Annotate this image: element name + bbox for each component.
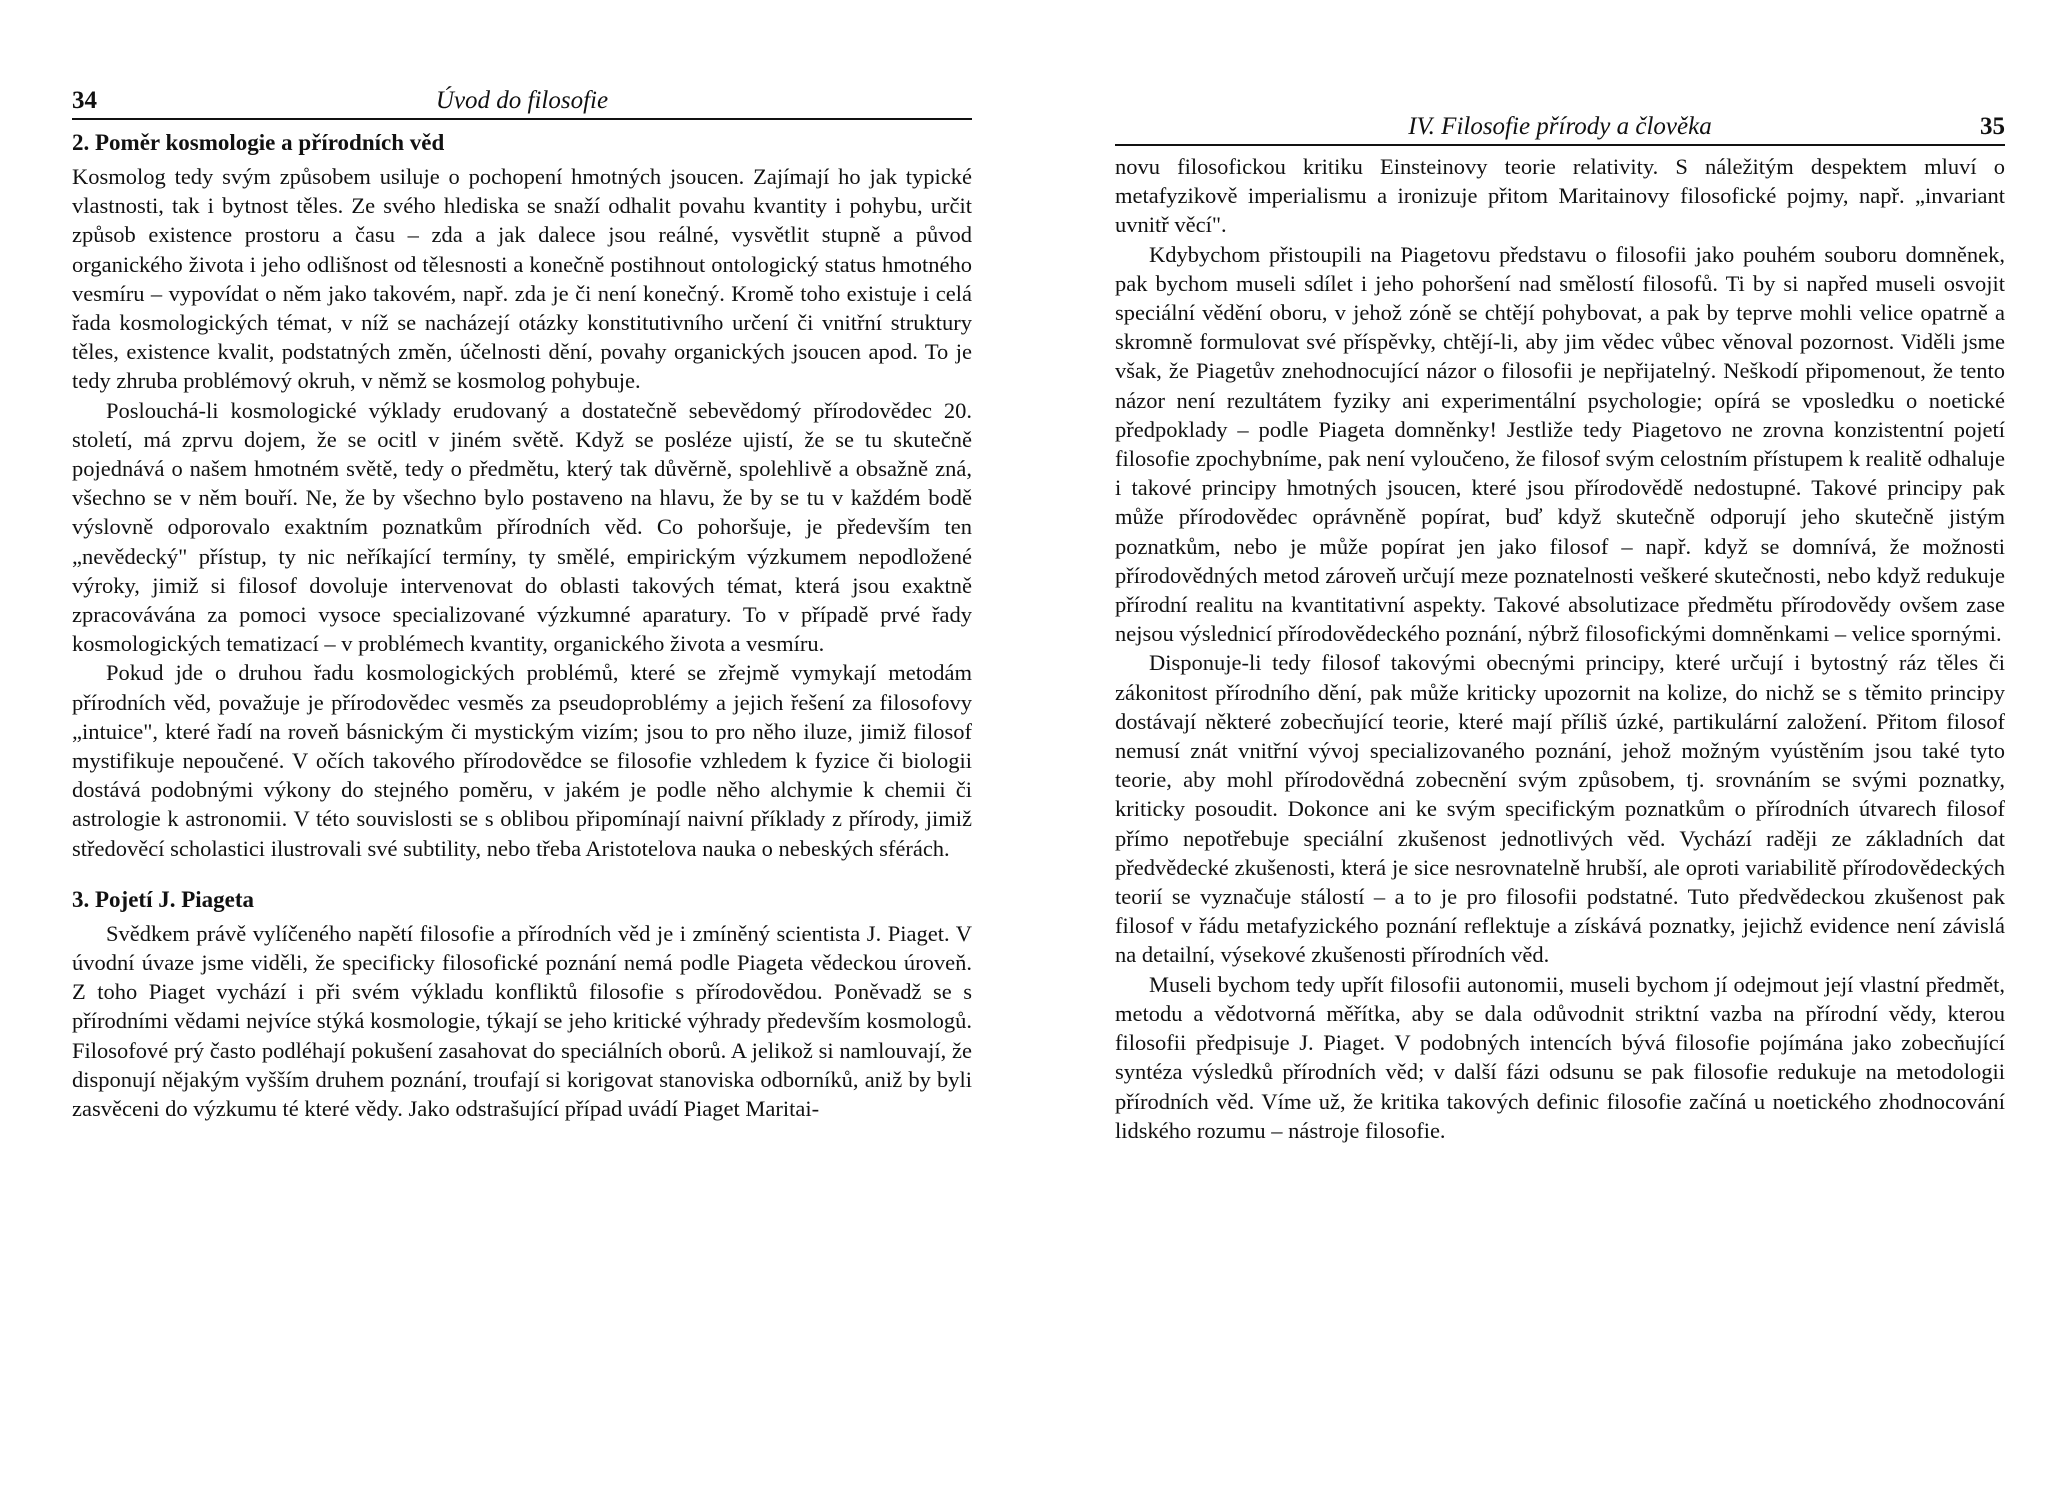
right-running-head — [1115, 110, 2005, 146]
section-3-heading: 3. Pojetí J. Piageta — [72, 886, 255, 912]
left-running-title: Úvod do filosofie — [435, 87, 609, 114]
right-paragraph-1: novu filosofickou kritiku Einsteinovy teorie relativity. S náležitým despektem mluví o metafyzikově imperialismu a ironizuje přitom Maritainovy filosofické pojmy, např. „invariant uvnitř věcí". — [1115, 154, 2005, 238]
left-running-head — [72, 84, 972, 120]
right-paragraph-3: Disponuje-li tedy filosof takovými obecnými principy, které určují i bytostný ráz těles či zákonitost přírodního dění, pak může kriticky upozornit na kolize, do nichž se s těmito principy dostávají některé zobecňující teorie, které mají příliš úzké, partikulární založení. Přitom filosof nemusí znát vnitřní vývoj specializovaného poznání, jehož možným vyústěním jsou také tyto teorie, aby mohl přírodovědná zobecnění svým způsobem, tj. srovnáním se svými poznatky, kriticky posoudit. Dokonce ani ke svým specifickým poznatkům o přírodních útvarech filosof přímo nepotřebuje speciální zkušenost jednotlivých věd. Vychází raději ze základních dat předvědecké zkušenosti, která je sice nesrovnatelně hrubší, ale oproti variabilitě přírodovědeckých teorií se vyznačuje stálostí – a to je pro filosofii podstatné. Tuto předvědeckou zkušenost pak filosof v řádu metafyzického poznání reflektuje a získává poznatky, jejichž evidence není závislá na detailní, výsekové zkušenosti přírodních věd. — [1115, 650, 2005, 968]
left-page-number: 34 — [72, 87, 97, 114]
left-paragraph-1: Kosmolog tedy svým způsobem usiluje o pochopení hmotných jsoucen. Zajímají ho jak typické vlastnosti, tak i bytnost těles. Ze svého hlediska se snaží odhalit povahu kvantity i pohybu, určit způsob existence prostoru a času – zda a jak dalece jsou reálné, vysvětlit stupně a původ organického života i jeho odlišnost od tělesnosti a konečně postihnout ontologický status hmotného vesmíru – vypovídat o něm jako takovém, např. zda je či není konečný. Kromě toho existuje i celá řada kosmologických témat, v níž se nacházejí otázky konstitutivního určení či vnitřní struktury těles, existence kvalit, podstatných změn, účelnosti dění, povahy organických jsoucen apod. To je tedy zhruba problémový okruh, v němž se kosmolog pohybuje. — [72, 164, 972, 394]
right-paragraph-2: Kdybychom přistoupili na Piagetovu představu o filosofii jako pouhém souboru domněnek, pak bychom museli sdílet i jeho pohoršení nad smělostí filosofů. Ti by si napřed museli osvojit speciální vědění oboru, v jehož zóně se chtějí pohybovat, a pak by teprve mohli velice opatrně a skromně formulovat své příspěvky, chtějí-li, aby jim vědec vůbec věnoval pozornost. Viděli jsme však, že Piagetův znehodnocující názor o filosofii je nepřijatelný. Neškodí připomenout, že tento názor není rezultátem fyziky ani experimentální psychologie; opírá se vposledku o noetické předpoklady – podle Piageta domněnky! Jestliže tedy Piagetovo ne zrovna konzistentní pojetí filosofie zpochybníme, pak není vyloučeno, že filosof svým celostním přístupem k realitě odhaluje i takové principy hmotných jsoucen, které jsou přírodovědě nedostupné. Takové principy pak může přírodovědec oprávněně popírat, buď když skutečně odporují jeho skutečně jistým poznatkům, nebo je může popírat jen jako filosof – např. když se domnívá, že možnosti přírodovědných metod zároveň určují meze poznatelnosti veškeré skutečnosti, nebo když redukuje přírodní realitu na kvantitativní aspekty. Takové absolutizace předmětu přírodovědy ovšem zase nejsou výslednicí přírodovědeckého poznání, nýbrž filosofickými domněnkami – velice spornými. — [1115, 241, 2005, 647]
right-running-title: IV. Filosofie přírody a člověka — [1408, 113, 1712, 140]
left-paragraph-4: Svědkem právě vylíčeného napětí filosofie a přírodních věd je i zmíněný scientista J. Piaget. V úvodní úvaze jsme viděli, že specificky filosofické poznání nemá podle Piageta vědeckou úroveň. Z toho Piaget vychází i při svém výkladu konfliktů filosofie s přírodovědou. Poněvadž se s přírodními vědami nejvíce stýká kosmologie, týkají se jeho kritické výhrady především kosmologů. Filosofové prý často podléhají pokušení zasahovat do speciálních oborů. A jelikož si namlouvají, že disponují nějakým vyšším druhem poznání, troufají si korigovat stanoviska odborníků, aniž by byli zasvěceni do výzkumu té které vědy. Jako odstrašující případ uvádí Piaget Maritai- — [72, 920, 972, 1122]
right-paragraph-4: Museli bychom tedy upřít filosofii autonomii, museli bychom jí odejmout její vlastní předmět, metodu a vědotvorná měřítka, aby se dala odůvodnit striktní vazba na přírodní vědy, kterou filosofii předpisuje J. Piaget. V podobných intencích bývá filosofie pojímána jako zobecňující syntéza výsledků přírodních věd; v další fázi odsunu se pak filosofie redukuje na metodologii přírodních věd. Víme už, že kritika takových definic filosofie začíná u noetického zhodnocování lidského rozumu – nástroje filosofie. — [1115, 971, 2005, 1143]
right-page — [1115, 0, 2005, 1145]
section-2-heading: 2. Poměr kosmologie a přírodních věd — [72, 130, 445, 155]
left-page — [72, 0, 972, 1123]
left-paragraph-3: Pokud jde o druhou řadu kosmologických problémů, které se zřejmě vymykají metodám přírodních věd, považuje je přírodovědec vesměs za pseudoproblémy a jejich řešení za filosofovy „intuice", které řadí na roveň básnickým či mystickým vizím; jsou to pro něho iluze, jimiž filosof mystifikuje nepoučené. V očích takového přírodovědce se filosofie vzhledem k fyzice či biologii dostává podobnými výkony do stejného poměru, v jakém je podle něho alchymie k chemii či astrologie k astronomii. V této souvislosti se s oblibou připomínají naivní příklady z přírody, jimiž středověcí scholastici ilustrovali své subtility, nebo třeba Aristotelova nauka o nebeských sférách. — [72, 660, 972, 861]
right-page-number: 35 — [1980, 113, 2005, 140]
left-paragraph-2: Poslouchá-li kosmologické výklady erudovaný a dostatečně sebevědomý přírodovědec 20. století, má zprvu dojem, že se ocitl v jiném světě. Když se posléze ujistí, že se tu skutečně pojednává o našem hmotném světě, tedy o předmětu, který tak důvěrně, spolehlivě a obsažně zná, všechno se v něm bouří. Ne, že by všechno bylo postaveno na hlavu, že by se tu v každém bodě výslovně odporovalo exaktním poznatkům přírodních věd. Co pohoršuje, je především ten „nevědecký" přístup, ty nic neříkající termíny, ty smělé, empirickým výzkumem nepodložené výroky, jimiž si filosof dovoluje intervenovat do oblasti takových témat, která jsou exaktně zpracovávána za pomoci vysoce specializované výzkumné aparatury. To v případě prvé řady kosmologických tematizací – v problémech kvantity, organického života a vesmíru. — [72, 397, 972, 657]
